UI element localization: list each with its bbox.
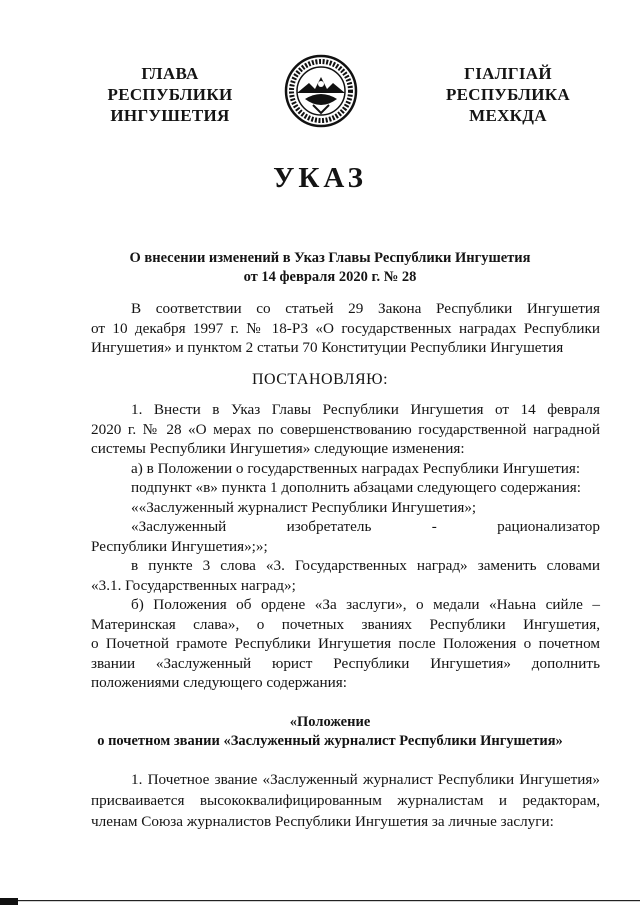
item-1a: а) в Положении о государственных наградах Республики Ингушетия: [131, 459, 581, 477]
preamble [91, 299, 600, 358]
quote-word: - [431, 518, 437, 535]
item-1b-line: о Почетной грамоте Республики Ингушетия после Положения о почетном [91, 635, 600, 652]
item-1-line: 2020 г. № 28 «О мерах по совершенствованию государственной наградной [91, 420, 600, 438]
scan-edge-divider [0, 898, 640, 905]
item-1b-line: звании «Заслуженный юрист Республики Ингушетия» дополнить [91, 654, 600, 672]
header-left [85, 63, 255, 126]
quote-word: рационализатор [497, 518, 600, 535]
header-left-line: РЕСПУБЛИКИ [107, 85, 233, 104]
decree-title: УКАЗ [273, 162, 367, 194]
header-right-line: РЕСПУБЛИКА [445, 85, 570, 104]
item-1a-quote-1: ««Заслуженный журналист Республики Ингушетия»; [131, 498, 477, 516]
header-right-line: МЕХКДА [469, 106, 547, 125]
decree-subject [80, 249, 580, 287]
regulation-line: 1. Почетное звание «Заслуженный журналист Республики Ингушетия» [131, 771, 600, 788]
item-1 [91, 400, 600, 693]
item-1a-quote-2 [91, 517, 600, 537]
regulation-title-line: «Положение [289, 714, 371, 730]
item-3-line: в пункте 3 слова «3. Государственных наград» заменить словами [131, 557, 600, 574]
item-1b-line: б) Положения об ордене «За заслуги», о медали «Наьна сийле – [131, 596, 600, 613]
regulation-paragraph-1 [91, 769, 600, 832]
regulation-line: присваивается высококвалифицированным журналистам и редакторам, [91, 792, 600, 809]
preamble-line: Ингушетия» и пунктом 2 статьи 70 Конституции Республики Ингушетия [91, 339, 564, 356]
item-3-line: «3.1. Государственных наград»; [91, 576, 296, 594]
header-right [423, 63, 593, 126]
regulation-line: членам Союза журналистов Республики Ингушетия за личные заслуги: [91, 813, 554, 830]
preamble-line: от 10 декабря 1997 г. № 18-РЗ «О государственных наградах Республики [91, 319, 600, 337]
header-right-line: ГIАЛГIАЙ [464, 64, 552, 83]
subject-line: от 14 февраля 2020 г. № 28 [243, 269, 417, 285]
item-1b-line: Материнская слава», о почетных званиях Республики Ингушетия, [91, 615, 600, 633]
item-1a-quote-2-end: Республики Ингушетия»;»; [91, 537, 268, 555]
header-left-line: ГЛАВА [141, 64, 199, 83]
item-1-line: 1. Внести в Указ Главы Республики Ингушетия от 14 февраля [131, 401, 600, 418]
quote-word: «Заслуженный [131, 518, 227, 535]
quote-word: изобретатель [286, 518, 372, 535]
regulation-title-line: о почетном звании «Заслуженный журналист Республики Ингушетия» [97, 733, 563, 749]
item-1-line: системы Республики Ингушетия» следующие изменения: [91, 440, 465, 457]
item-1b-line: положениями следующего содержания: [91, 674, 347, 691]
preamble-line: В соответствии со статьей 29 Закона Республики Ингушетия [131, 300, 600, 317]
subject-line: О внесении изменений в Указ Главы Республики Ингушетия [129, 250, 531, 266]
item-1a-sub: подпункт «в» пункта 1 дополнить абзацами следующего содержания: [131, 479, 581, 496]
header-left-line: ИНГУШЕТИЯ [110, 106, 230, 125]
regulation-title [60, 713, 600, 751]
resolve-heading: ПОСТАНОВЛЯЮ: [251, 371, 389, 388]
coat-of-arms-icon [283, 53, 359, 129]
